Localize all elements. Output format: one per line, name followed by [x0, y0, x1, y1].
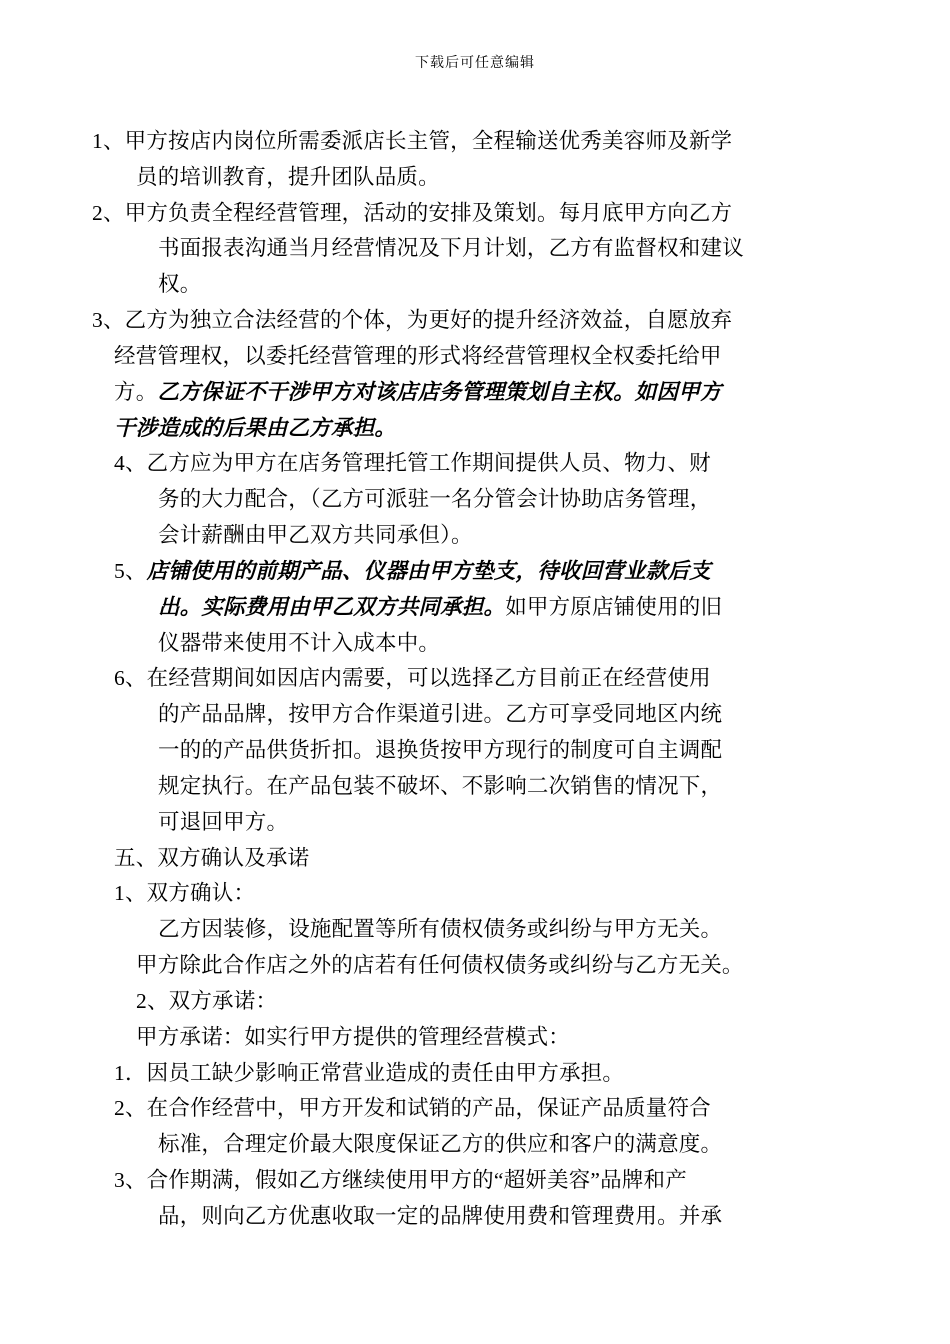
page-header-note: 下载后可任意编辑: [415, 54, 535, 70]
text-run: 2、双方承诺：: [136, 988, 278, 1013]
text-run: 甲方承诺：如实行甲方提供的管理经营模式：: [136, 1024, 571, 1049]
paragraph-item-6-cont-4: [92, 805, 858, 840]
text-run: 甲方除此合作店之外的店若有任何债权债务或纠纷与乙方无关。: [136, 953, 744, 978]
text-run: 出。实际费用由甲乙双方共同承担。: [158, 594, 506, 619]
paragraph-item-3-cont-1: [92, 339, 858, 374]
text-run: 方。: [114, 379, 158, 404]
paragraph-promise-2-intro: [92, 1020, 858, 1055]
text-run: 5、: [114, 558, 147, 583]
text-run: 店铺使用的前期产品、仪器由甲方垫支，待收回营业款后支: [146, 558, 711, 583]
paragraph-promise-item-1: [92, 1056, 858, 1091]
text-run: 乙方因装修，设施配置等所有债权债务或纠纷与甲方无关。: [158, 917, 723, 942]
paragraph-item-5-cont-1: [92, 590, 858, 625]
document-body: [92, 124, 858, 1234]
text-run: 乙方保证不干涉甲方对该店店务管理策划自主权。如因甲方: [157, 379, 722, 404]
text-run: 员的培训教育，提升团队品质。: [136, 164, 440, 189]
text-run: 4、乙方应为甲方在店务管理托管工作期间提供人员、物力、财: [114, 451, 711, 476]
text-run: 五、双方确认及承诺: [114, 845, 310, 870]
paragraph-promise-item-2: [92, 1091, 858, 1126]
paragraph-item-6: [92, 661, 858, 696]
text-run: 如甲方原店铺使用的旧: [505, 594, 723, 619]
paragraph-confirm-1-a: [92, 912, 858, 947]
paragraph-item-6-cont-2: [92, 733, 858, 768]
paragraph-promise-item-3-cont-1: [92, 1199, 858, 1234]
text-run: 的产品品牌，按甲方合作渠道引进。乙方可享受同地区内统: [158, 702, 723, 727]
text-run: 干涉造成的后果由乙方承担。: [114, 415, 397, 440]
paragraph-promise-item-2-cont: [92, 1127, 858, 1162]
paragraph-item-1-cont: [92, 160, 858, 195]
paragraph-item-6-cont-1: [92, 697, 858, 732]
paragraph-item-5: [92, 554, 858, 589]
paragraph-item-3-cont-2: [92, 375, 858, 410]
paragraph-item-3-cont-3: [92, 411, 858, 446]
text-run: 仪器带来使用不计入成本中。: [158, 630, 441, 655]
text-run: 权。: [158, 272, 202, 297]
text-run: 标准，合理定价最大限度保证乙方的供应和客户的满意度。: [158, 1132, 723, 1157]
text-run: 规定执行。在产品包装不破坏、不影响二次销售的情况下，: [158, 773, 723, 798]
paragraph-confirm-1: [92, 876, 858, 911]
text-run: 务的大力配合，（乙方可派驻一名分管会计协助店务管理，: [158, 487, 712, 512]
text-run: 品，则向乙方优惠收取一定的品牌使用费和管理费用。并承: [158, 1203, 723, 1228]
paragraph-confirm-1-b: [92, 948, 858, 983]
paragraph-item-4-cont-1: [92, 482, 858, 517]
paragraph-item-5-cont-2: [92, 626, 858, 661]
text-run: 可退回甲方。: [158, 809, 289, 834]
paragraph-item-4: [92, 446, 858, 481]
paragraph-item-3: [92, 303, 858, 338]
paragraph-section-5: [92, 841, 858, 876]
paragraph-item-4-cont-2: [92, 518, 858, 553]
text-run: 书面报表沟通当月经营情况及下月计划，乙方有监督权和建议: [158, 236, 744, 261]
paragraph-item-1: [92, 124, 858, 159]
text-run: 2、在合作经营中，甲方开发和试销的产品，保证产品质量符合: [114, 1096, 711, 1121]
text-run: 1、甲方按店内岗位所需委派店长主管，全程输送优秀美容师及新学: [92, 129, 733, 153]
text-run: 2、甲方负责全程经营管理，活动的安排及策划。每月底甲方向乙方: [92, 200, 733, 225]
paragraph-item-2-cont-1: [92, 231, 858, 266]
text-run: 会计薪酬由甲乙双方共同承但）。: [158, 523, 473, 548]
paragraph-item-2-cont-2: [92, 267, 858, 302]
paragraph-promise-2: [92, 984, 858, 1019]
paragraph-promise-item-3: [92, 1163, 858, 1198]
text-run: 6、在经营期间如因店内需要，可以选择乙方目前正在经营使用: [114, 666, 711, 691]
paragraph-item-6-cont-3: [92, 769, 858, 804]
text-run: 一的的产品供货折扣。退换货按甲方现行的制度可自主调配: [158, 738, 723, 763]
text-run: 1．因员工缺少影响正常营业造成的责任由甲方承担。: [114, 1060, 625, 1085]
text-run: 3、合作期满，假如乙方继续使用甲方的“超妍美容”品牌和产: [114, 1168, 687, 1193]
text-run: 1、双方确认：: [114, 881, 256, 906]
paragraph-item-2: [92, 196, 858, 231]
text-run: 3、乙方为独立合法经营的个体，为更好的提升经济效益，自愿放弃: [92, 308, 733, 333]
text-run: 经营管理权，以委托经营管理的形式将经营管理权全权委托给甲: [114, 343, 722, 368]
